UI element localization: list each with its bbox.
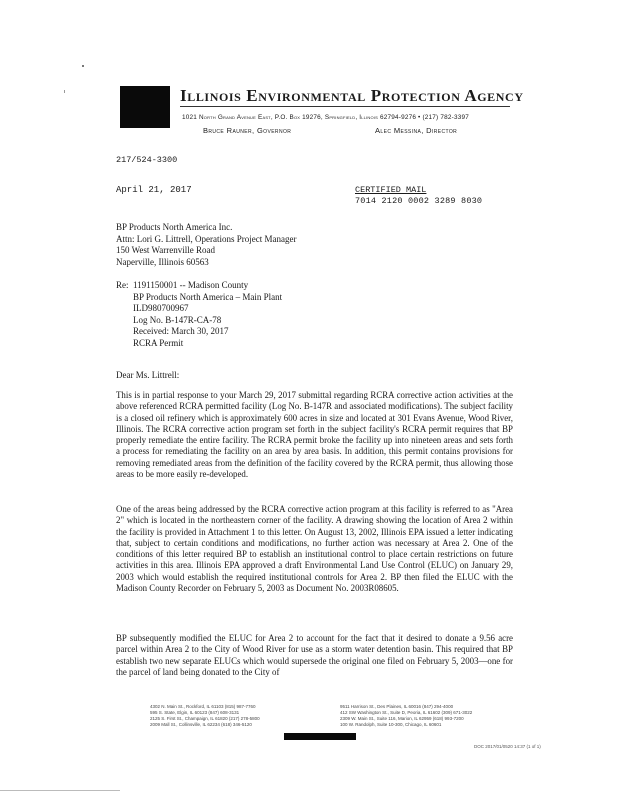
footer-office: 100 W. Randolph, Suite 10-300, Chicago, IL 60601 (340, 722, 442, 727)
addressee-line: BP Products North America Inc. (116, 222, 233, 232)
body-paragraph: One of the areas being addressed by the RCRA corrective action program at this facility is referred to as "Area 2" which is located in the northeastern corner of the facility. A drawing showing the location of Area 2 within the facility is provided in Attachment 1 to this letter. On August 13, 2002, Illinois EPA issued a letter indicating that, subject to certain conditions and modifications, no further action was necessary at Area 2. One of the conditions of this letter required BP to establish an institutional control to place certain restrictions on future activities in this area. Illinois EPA approved a draft Environmental Land Use Control (ELUC) on January 29, 2003 which would establish the required institutional controls for Area 2. BP then filed the ELUC with the Madison County Recorder on February 5, 2003 as Document No. 2003R08605. (116, 504, 513, 593)
reference-line: Received: March 30, 2017 (133, 326, 229, 336)
footer-office: 4302 N. Main St., Rockford, IL 61103 (815) 987-7760 (150, 704, 256, 709)
footer-office: 2009 Mall St., Collinsville, IL 62234 (618) 346-5120 (150, 722, 252, 727)
redacted-logo (120, 86, 170, 128)
redaction-bar (284, 733, 356, 740)
addressee-line: Naperville, Illinois 60563 (116, 256, 209, 267)
body-paragraph: This is in partial response to your March 29, 2017 submittal regarding RCRA corrective action activities at the above referenced RCRA permitted facility (Log No. B-147R and associated modifications). The subject facility is a closed oil refinery which is approximately 600 acres in size and located at 301 Evans Avenue, Wood River, Illinois. The RCRA corrective action program set forth in the subject facility's RCRA permit requires that BP properly remediate the entire facility. The RCRA permit broke the facility up into nineteen areas and sets forth a process for remediating the facility on an area by area basis. In addition, this permit contains provisions for removing remediated areas from the definition of the facility covered by the RCRA permit, thus allowing those areas to be more easily re-developed. (116, 390, 513, 479)
footer-offices-left (150, 704, 260, 728)
letter-date: April 21, 2017 (116, 185, 192, 195)
reference-line: RCRA Permit (133, 337, 184, 348)
salutation: Dear Ms. Littrell: (116, 370, 180, 380)
phone-number: 217/524-3300 (116, 155, 178, 165)
scan-edge-line (0, 790, 120, 791)
reference-line: BP Products North America – Main Plant (133, 291, 283, 302)
letterhead-rule (180, 106, 510, 107)
agency-name: Illinois Environmental Protection Agency (180, 86, 524, 105)
footer-office: 2309 W. Main St., Suite 116, Marion, IL 62959 (618) 993-7200 (340, 716, 464, 721)
addressee-line: 150 West Warrenville Road (116, 245, 215, 255)
mail-type: CERTIFIED MAIL (355, 185, 427, 195)
addressee-block (116, 222, 296, 268)
certified-mail-number: 7014 2120 0002 3289 8030 (355, 196, 483, 206)
footer-office: 412 SW Washington St., Suite D, Peoria, IL 61602 (309) 671-3022 (340, 710, 473, 715)
reference-line: 1191150001 -- Madison County (133, 280, 249, 290)
scan-speck (82, 65, 84, 67)
governor-name: Bruce Rauner, Governor (203, 126, 292, 135)
reference-line: ILD980700967 (133, 303, 189, 313)
reference-label: Re: (116, 280, 129, 290)
agency-address: 1021 North Grand Avenue East, P.O. Box 19276, Springfield, Illinois 62794-9276 • (217) 782-3397 (182, 114, 469, 121)
footer-office: 9511 Harrison St., Des Plaines, IL 60016 (847) 294-4000 (340, 704, 454, 709)
director-name: Alec Messina, Director (375, 126, 458, 135)
addressee-line: Attn: Lori G. Littrell, Operations Project Manager (116, 233, 297, 244)
body-paragraph: BP subsequently modified the ELUC for Area 2 to account for the fact that it desired to donate a 9.56 acre parcel within Area 2 to the City of Wood River for use as a storm water detention basin. This required that BP establish two new separate ELUCs which would supersede the original one filed on February 5, 2003—one for the parcel of land being donated to the City of (116, 633, 513, 677)
scan-speck (64, 90, 65, 93)
document-id: DOC 2017/01/0520 14:37 (1 of 1) (474, 744, 541, 749)
reference-line: Log No. B-147R-CA-78 (133, 314, 222, 325)
footer-office: 595 S. State, Elgin, IL 60123 (847) 608-3131 (150, 710, 240, 715)
footer-office: 2125 S. First St., Champaign, IL 61820 (217) 278-5800 (150, 716, 260, 721)
footer-offices-right (340, 704, 472, 728)
